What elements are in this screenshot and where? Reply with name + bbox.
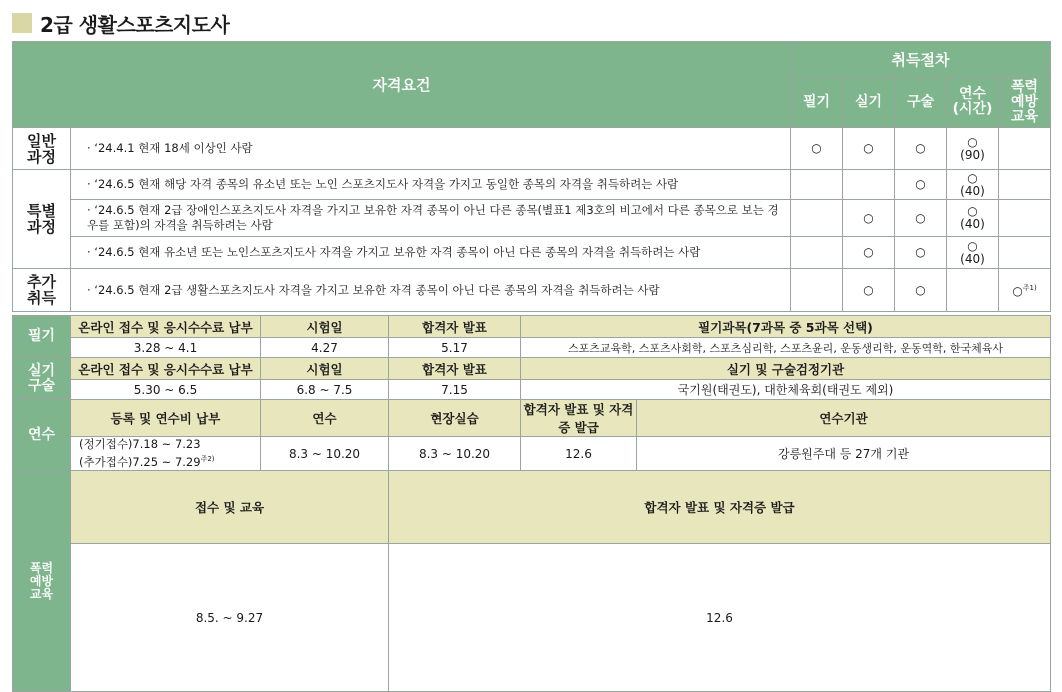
written-header-registration: 온라인 접수 및 응시수수료 납부 (71, 316, 261, 338)
schedule-violence-label: 폭력 예방 교육 (13, 471, 71, 692)
schedule-table (12, 315, 1051, 692)
oral-mark: ○ (895, 269, 947, 312)
oral-mark: ○ (895, 128, 947, 170)
condition-text: · ‘24.6.5 현재 2급 생활스포츠지도사 자격을 가지고 보유한 자격 종목이 아닌 다른 종목의 자격을 취득하려는 사람 (71, 269, 791, 312)
condition-text: · ‘24.6.5 현재 유소년 또는 노인스포츠지도사 자격을 가지고 보유한 자격 종목이 아닌 다른 종목의 자격을 취득하려는 사람 (71, 237, 791, 269)
category-general: 일반 과정 (13, 128, 71, 170)
practical-mark (843, 170, 895, 200)
written-subjects: 스포츠교육학, 스포츠사회학, 스포츠심리학, 스포츠윤리, 운동생리학, 운동역학, 한국체육사 (521, 338, 1051, 358)
header-qualification: 자격요건 (13, 42, 791, 128)
page-title: 2급 생활스포츠지도사 (40, 12, 230, 37)
training-header-announcement: 합격자 발표 및 자격증 발급 (521, 400, 637, 437)
practical-header-institution: 실기 및 구술검정기관 (521, 358, 1051, 380)
training-period: 8.3 ~ 10.20 (261, 437, 389, 471)
section-title (12, 8, 229, 38)
training-registration-period (71, 437, 261, 471)
violence-header-education: 접수 및 교육 (71, 471, 389, 544)
written-mark (791, 237, 843, 269)
written-header-subjects: 필기과목(7과목 중 5과목 선택) (521, 316, 1051, 338)
oral-mark: ○ (895, 200, 947, 237)
header-procedure: 취득절차 (791, 42, 1051, 77)
training-mark (947, 269, 999, 312)
written-mark: ○ (791, 128, 843, 170)
condition-text: · ‘24.4.1 현재 18세 이상인 사람 (71, 128, 791, 170)
header-written: 필기 (791, 77, 843, 128)
title-marker (12, 13, 32, 33)
training-header-registration: 등록 및 연수비 납부 (71, 400, 261, 437)
training-mark: ○ (40) (947, 170, 999, 200)
training-announcement-date: 12.6 (521, 437, 637, 471)
condition-text: · ‘24.6.5 현재 2급 장애인스포츠지도사 자격을 가지고 보유한 자격 종목이 아닌 다른 종목(별표1 제3호의 비고에서 다른 종목으로 보는 경우를 포함)의 자격을 취득하려는 사람 (71, 200, 791, 237)
practical-announcement-date: 7.15 (389, 380, 521, 400)
written-mark (791, 200, 843, 237)
training-institution: 강릉원주대 등 27개 기관 (637, 437, 1051, 471)
violence-education-period: 8.5. ~ 9.27 (71, 544, 389, 692)
written-registration-period: 3.28 ~ 4.1 (71, 338, 261, 358)
training-additional-registration: (추가접수)7.25 ~ 7.29 (79, 454, 201, 469)
practical-header-exam-date: 시험일 (261, 358, 389, 380)
condition-text: · ‘24.6.5 현재 해당 자격 종목의 유소년 또는 노인 스포츠지도사 자격을 가지고 동일한 종목의 자격을 취득하려는 사람 (71, 170, 791, 200)
training-additional-registration-line (79, 452, 260, 470)
written-announcement-date: 5.17 (389, 338, 521, 358)
violence-mark-symbol: ○ (1012, 284, 1023, 298)
header-training: 연수 (시간) (947, 77, 999, 128)
training-mark: ○ (90) (947, 128, 999, 170)
practical-header-registration: 온라인 접수 및 응시수수료 납부 (71, 358, 261, 380)
category-additional: 추가 취득 (13, 269, 71, 312)
training-mark: ○ (40) (947, 200, 999, 237)
qualification-table (12, 41, 1051, 312)
violence-mark (999, 237, 1051, 269)
practical-mark: ○ (843, 128, 895, 170)
violence-mark (999, 200, 1051, 237)
training-mark: ○ (40) (947, 237, 999, 269)
practical-mark: ○ (843, 269, 895, 312)
violence-header-announcement: 합격자 발표 및 자격증 발급 (389, 471, 1051, 544)
violence-mark (999, 170, 1051, 200)
schedule-written-label: 필기 (13, 316, 71, 358)
written-header-exam-date: 시험일 (261, 316, 389, 338)
training-header-institution: 연수기관 (637, 400, 1051, 437)
training-header-training: 연수 (261, 400, 389, 437)
schedule-practical-label: 실기 구술 (13, 358, 71, 400)
footnote-1: 주1) (1022, 284, 1037, 292)
practical-header-announcement: 합격자 발표 (389, 358, 521, 380)
violence-announcement-date: 12.6 (389, 544, 1051, 692)
category-special: 특별 과정 (13, 170, 71, 269)
practical-institution: 국기원(태권도), 대한체육회(태권도 제외) (521, 380, 1051, 400)
written-header-announcement: 합격자 발표 (389, 316, 521, 338)
written-mark (791, 269, 843, 312)
practical-exam-period: 6.8 ~ 7.5 (261, 380, 389, 400)
violence-mark (999, 128, 1051, 170)
practical-registration-period: 5.30 ~ 6.5 (71, 380, 261, 400)
oral-mark: ○ (895, 170, 947, 200)
practical-mark: ○ (843, 200, 895, 237)
written-exam-date: 4.27 (261, 338, 389, 358)
practical-mark: ○ (843, 237, 895, 269)
schedule-training-label: 연수 (13, 400, 71, 471)
violence-mark (999, 269, 1051, 312)
field-practice-period: 8.3 ~ 10.20 (389, 437, 521, 471)
header-practical: 실기 (843, 77, 895, 128)
oral-mark: ○ (895, 237, 947, 269)
written-mark (791, 170, 843, 200)
training-header-field-practice: 현장실습 (389, 400, 521, 437)
training-regular-registration: (정기접수)7.18 ~ 7.23 (79, 437, 201, 452)
header-violence: 폭력 예방 교육 (999, 77, 1051, 128)
header-oral: 구술 (895, 77, 947, 128)
footnote-2: 주2) (200, 455, 215, 464)
